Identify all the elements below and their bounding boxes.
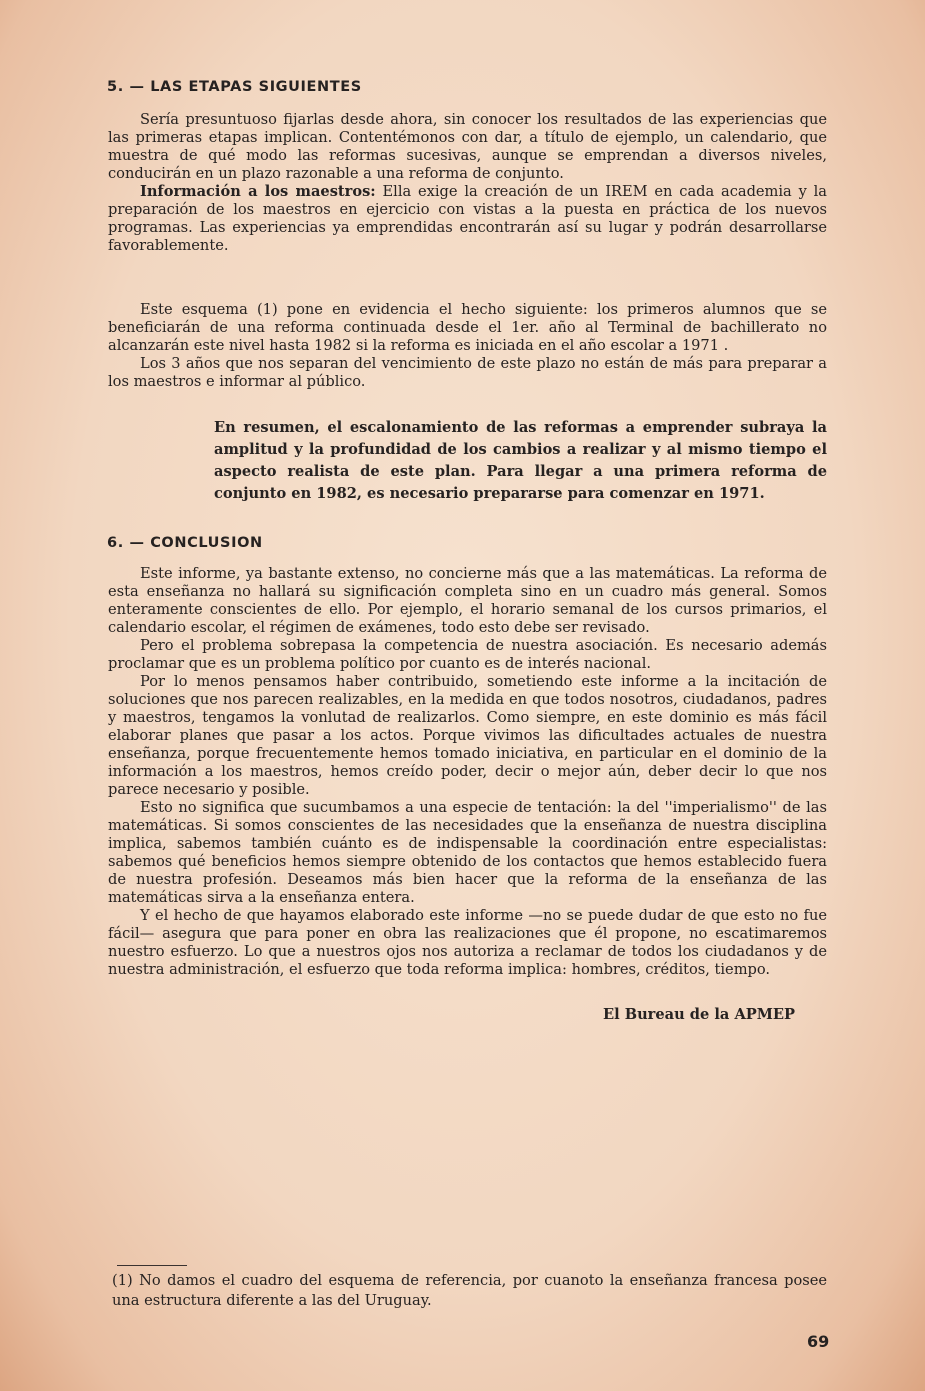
section-6-body — [108, 565, 827, 979]
section-6-heading: 6. — CONCLUSION — [107, 535, 263, 551]
conclusion-paragraph-2: Pero el problema sobrepasa la competencia de nuestra asociación. Es necesario además proclamar que es un problema político por cuanto es de interés nacional. — [108, 637, 827, 672]
section-5-heading: 5. — LAS ETAPAS SIGUIENTES — [107, 79, 362, 95]
paragraph-informacion-text: Ella exige la creación de un IREM en cada academia y la preparación de los maestros en ejercicio con vistas a la puesta en práctica de los nuevos programas. Las experiencias ya emprendidas encontrarán así su lugar y podrán desarrollarse favorablemente. — [108, 183, 828, 254]
paragraph-etapas: Sería presuntuoso fijarlas desde ahora, sin conocer los resultados de las experiencias que las primeras etapas implican. Contentémonos con dar, a título de ejemplo, un calendario, que muestra de qué modo las reformas sucesivas, aunque se emprendan a diversos niveles, conducirán en un plazo razonable a una reforma de conjunto. — [108, 111, 827, 182]
conclusion-paragraph-3: Por lo menos pensamos haber contribuido, sometiendo este informe a la incitación de soluciones que nos parecen realizables, en la medida en que todos nosotros, ciudadanos, padres y maestros, tengamos la vonlutad de realizarlos. Como siempre, en este dominio es más fácil elaborar planes que pasar a los actos. Porque vivimos las dificultades actuales de nuestra enseñanza, porque frecuentemente hemos tomado iniciativa, en particular en el dominio de la información a los maestros, hemos creído poder, decir o mejor aún, deber decir lo que nos parece necesario y posible. — [108, 673, 827, 798]
lead-informacion: Información a los maestros: — [140, 183, 376, 200]
conclusion-paragraph-4: Esto no significa que sucumbamos a una especie de tentación: la del ''imperialismo'' de las matemáticas. Si somos conscientes de las necesidades que la enseñanza de nuestra disciplina implica, sabemos también cuánto es de indispensable la coordinación entre especialistas: sabemos qué beneficios hemos siempre obtenido de los contactos que hemos establecido fuera de nuestra profesión. Deseamos más bien hacer que la reforma de la enseñanza de las matemáticas sirva a la enseñanza entera. — [108, 799, 827, 906]
footnote-rule — [117, 1265, 187, 1266]
signature: El Bureau de la APMEP — [602, 1006, 795, 1023]
footnote: (1) No damos el cuadro del esquema de referencia, por cuanoto la enseñanza francesa posee una estructura diferente a las del Uruguay. — [112, 1272, 827, 1309]
conclusion-paragraph-5: Y el hecho de que hayamos elaborado este informe —no se puede dudar de que esto no fue fácil— asegura que para poner en obra las realizaciones que él propone, no escatimaremos nuestro esfuerzo. Lo que a nuestros ojos nos autoriza a reclamar de todos los ciudadanos y de nuestra administración, el esfuerzo que toda reforma implica: hombres, créditos, tiempo. — [108, 907, 827, 978]
section-5-intro — [108, 111, 827, 255]
summary-block: En resumen, el escalonamiento de las reformas a emprender subraya la amplitud y la profundidad de los cambios a realizar y al mismo tiempo el aspecto realista de este plan. Para llegar a una primera reforma de conjunto en 1982, es necesario prepararse para comenzar en 1971. — [214, 419, 827, 502]
conclusion-paragraph-1: Este informe, ya bastante extenso, no concierne más que a las matemáticas. La reforma de esta enseñanza no hallará su significación completa sino en un cuadro más general. Somos enteramente conscientes de ello. Por ejemplo, el horario semanal de los cursos primarios, el calendario escolar, el régimen de exámenes, todo esto debe ser revisado. — [108, 565, 827, 636]
paragraph-plazo: Los 3 años que nos separan del vencimiento de este plazo no están de más para preparar a los maestros e informar al público. — [108, 355, 827, 390]
page-number: 69 — [807, 1332, 830, 1351]
paragraph-informacion — [108, 183, 827, 255]
section-5-scheme — [108, 301, 827, 391]
paragraph-esquema: Este esquema (1) pone en evidencia el hecho siguiente: los primeros alumnos que se beneficiarán de una reforma continuada desde el 1er. año al Terminal de bachillerato no alcanzarán este nivel hasta 1982 si la reforma es iniciada en el año escolar a 1971 . — [108, 301, 827, 354]
